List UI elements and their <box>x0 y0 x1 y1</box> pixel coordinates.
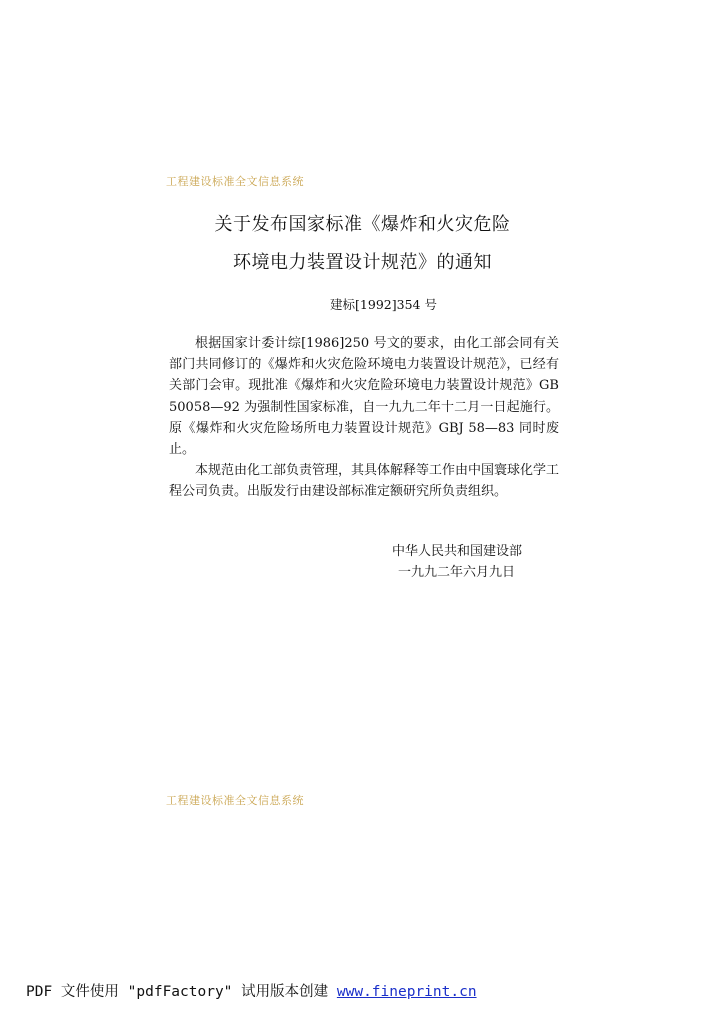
document-number: 建标[1992]354 号 <box>330 297 437 312</box>
body-paragraph-2: 本规范由化工部负责管理，其具体解释等工作由中国寰球化学工程公司负责。出版发行由建设部标准定额研究所负责组织。 <box>169 463 560 500</box>
pdf-footer <box>26 980 477 1001</box>
notice-body <box>169 333 559 503</box>
pdf-footer-text: PDF 文件使用 "pdfFactory" 试用版本创建 <box>26 984 329 1000</box>
issuing-organization: 中华人民共和国建设部 <box>392 544 523 559</box>
body-paragraph-1: 根据国家计委计综[1986]250 号文的要求，由化工部会同有关部门共同修订的《爆炸和火灾危险环境电力装置设计规范》，已经有关部门会审。现批准《爆炸和火灾危险环境电力装置设计规范》GB 50058—92 为强制性国家标准，自一九九二年十二月一日起施行。原《爆炸和火灾危险场所电力装置设计规范》GBJ 58—83 同时废止。 <box>169 336 559 458</box>
watermark-footer: 工程建设标准全文信息系统 <box>166 794 304 807</box>
fineprint-link[interactable]: www.fineprint.cn <box>336 984 477 1000</box>
watermark-header: 工程建设标准全文信息系统 <box>166 175 304 188</box>
notice-title-line-1: 关于发布国家标准《爆炸和火灾危险 <box>214 214 511 235</box>
notice-title-line-2: 环境电力装置设计规范》的通知 <box>233 252 492 273</box>
issue-date: 一九九二年六月九日 <box>398 565 516 580</box>
